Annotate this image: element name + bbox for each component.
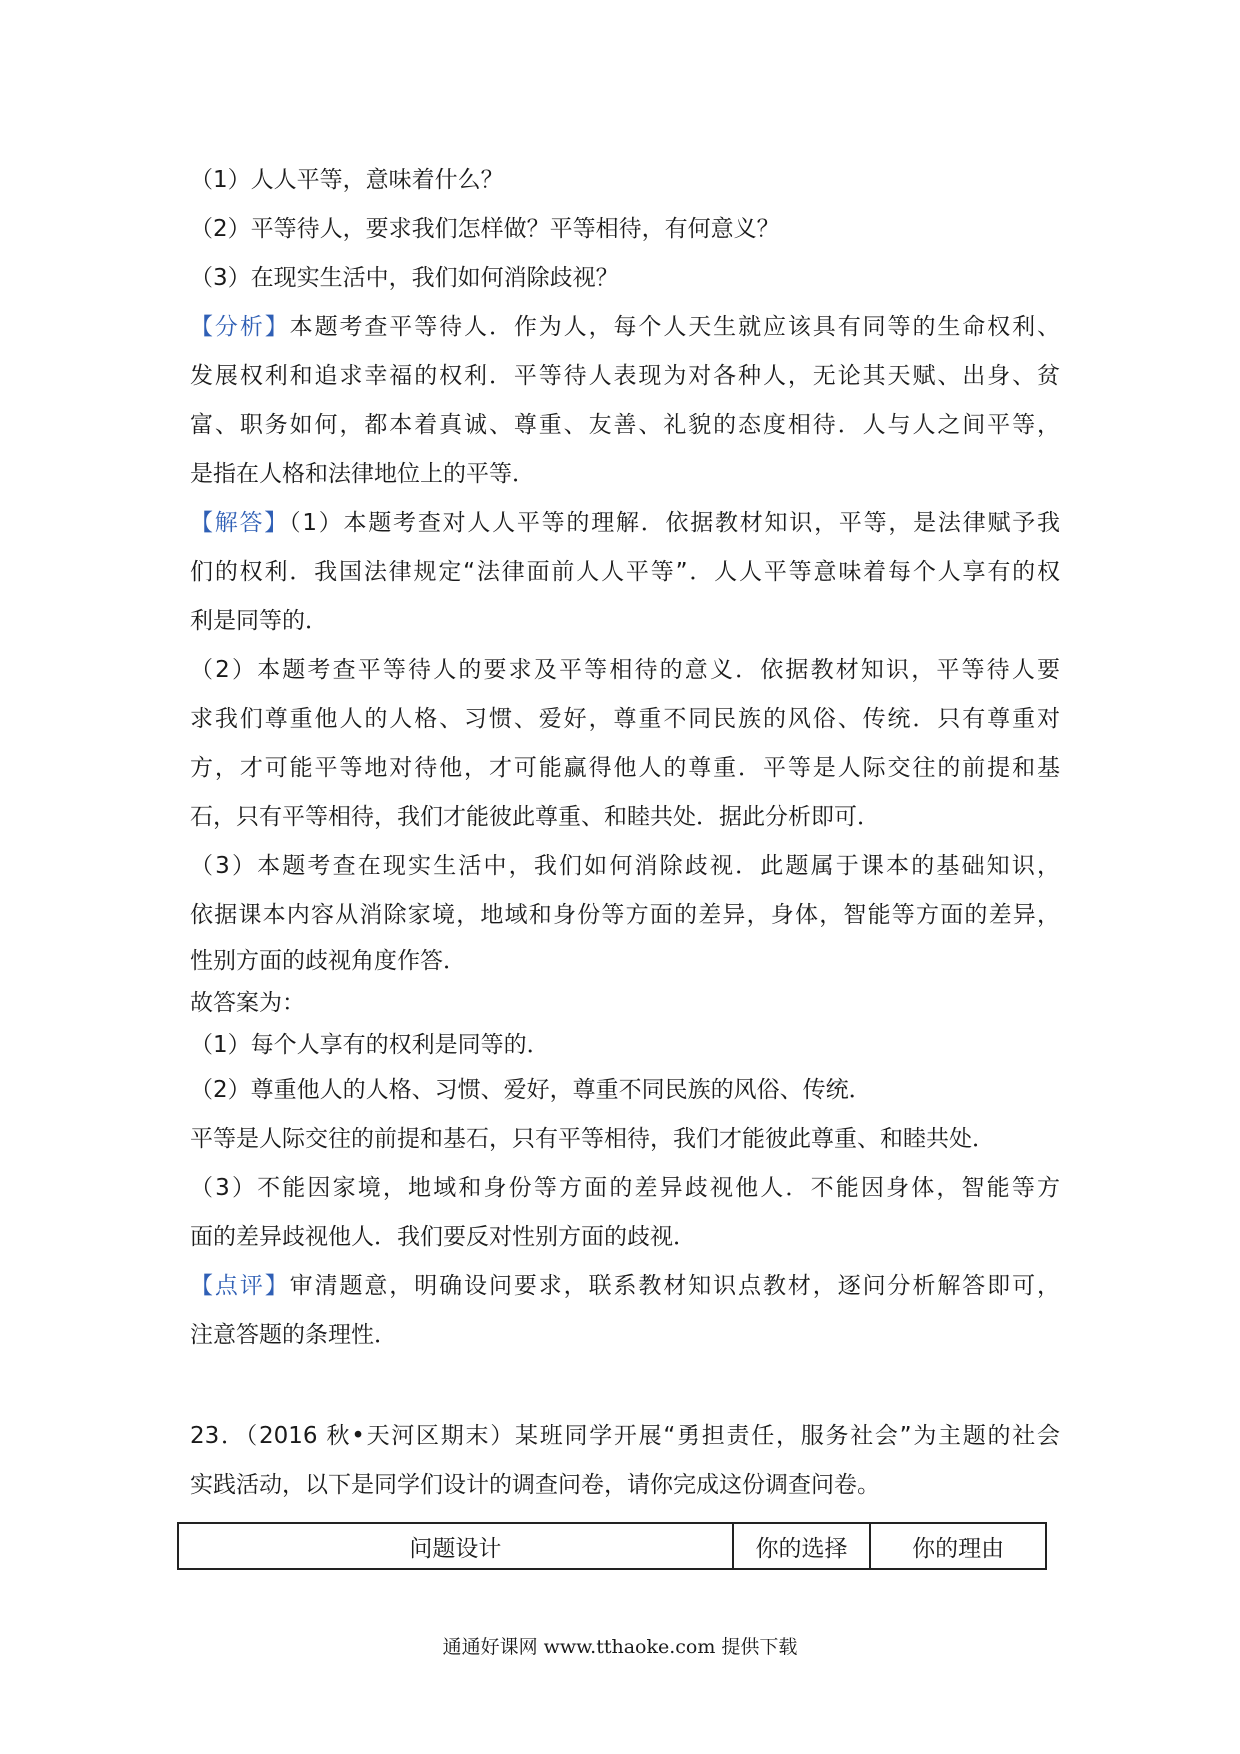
analysis-tag: 【分析】 bbox=[190, 314, 290, 340]
header-your-choice: 你的选择 bbox=[733, 1523, 871, 1569]
section-gap bbox=[190, 1360, 1060, 1412]
conclusion-line-5: 面的差异歧视他人．我们要反对性别方面的歧视． bbox=[190, 1224, 696, 1250]
survey-table bbox=[177, 1522, 1047, 1570]
comment-line-1: 【点评】审清题意，明确设问要求，联系教材知识点教材，逐问分析解答即可， bbox=[190, 1273, 1060, 1299]
document-content bbox=[190, 156, 1060, 1510]
answer-line-9: 依据课本内容从消除家境，地域和身份等方面的差异，身体，智能等方面的差异， bbox=[190, 902, 1060, 928]
conclusion-line-3: 平等是人际交往的前提和基石，只有平等相待，我们才能彼此尊重、和睦共处． bbox=[190, 1126, 995, 1152]
answer-line-7: 石，只有平等相待，我们才能彼此尊重、和睦共处．据此分析即可． bbox=[190, 804, 880, 830]
question-part-1: （1）人人平等，意味着什么？ bbox=[190, 167, 504, 193]
header-your-reason: 你的理由 bbox=[870, 1523, 1046, 1569]
answer-line-4: （2）本题考查平等待人的要求及平等相待的意义．依据教材知识，平等待人要 bbox=[190, 657, 1060, 683]
answer-line-2: 们的权利．我国法律规定“法律面前人人平等”．人人平等意味着每个人享有的权 bbox=[190, 559, 1060, 585]
conclusion-label: 故答案为： bbox=[190, 990, 305, 1016]
analysis-line-1: 【分析】本题考查平等待人．作为人，每个人天生就应该具有同等的生命权利、 bbox=[190, 314, 1060, 340]
question-23-line-2: 实践活动，以下是同学们设计的调查问卷，请你完成这份调查问卷。 bbox=[190, 1472, 880, 1498]
answer-line-1: 【解答】（1）本题考查对人人平等的理解．依据教材知识，平等，是法律赋予我 bbox=[190, 510, 1060, 536]
header-question-design: 问题设计 bbox=[178, 1523, 733, 1569]
analysis-line-4: 是指在人格和法律地位上的平等． bbox=[190, 461, 535, 487]
question-23-line-1: 23．（2016 秋•天河区期末）某班同学开展“勇担责任，服务社会”为主题的社会 bbox=[190, 1423, 1060, 1449]
comment-tag: 【点评】 bbox=[190, 1273, 290, 1299]
answer-line-10: 性别方面的歧视角度作答． bbox=[190, 948, 466, 974]
conclusion-line-4: （3）不能因家境，地域和身份等方面的差异歧视他人．不能因身体，智能等方 bbox=[190, 1175, 1060, 1201]
analysis-line-3: 富、职务如何，都本着真诚、尊重、友善、礼貌的态度相待．人与人之间平等， bbox=[190, 412, 1060, 438]
question-part-2: （2）平等待人，要求我们怎样做？平等相待，有何意义？ bbox=[190, 216, 780, 242]
answer-line-8: （3）本题考查在现实生活中，我们如何消除歧视．此题属于课本的基础知识， bbox=[190, 853, 1060, 879]
conclusion-line-1: （1）每个人享有的权利是同等的． bbox=[190, 1032, 550, 1058]
answer-tag: 【解答】 bbox=[190, 510, 290, 536]
page-footer: 通通好课网 www.tthaoke.com 提供下载 bbox=[442, 1636, 798, 1658]
conclusion-line-2: （2）尊重他人的人格、习惯、爱好，尊重不同民族的风俗、传统． bbox=[190, 1077, 872, 1103]
analysis-line-2: 发展权利和追求幸福的权利．平等待人表现为对各种人，无论其天赋、出身、贫 bbox=[190, 363, 1060, 389]
question-part-3: （3）在现实生活中，我们如何消除歧视？ bbox=[190, 265, 619, 291]
comment-line-2: 注意答题的条理性． bbox=[190, 1322, 397, 1348]
answer-line-6: 方，才可能平等地对待他，才可能赢得他人的尊重．平等是人际交往的前提和基 bbox=[190, 755, 1060, 781]
survey-table-header-row bbox=[178, 1523, 1046, 1569]
answer-line-5: 求我们尊重他人的人格、习惯、爱好，尊重不同民族的风俗、传统．只有尊重对 bbox=[190, 706, 1060, 732]
answer-line-3: 利是同等的． bbox=[190, 608, 328, 634]
